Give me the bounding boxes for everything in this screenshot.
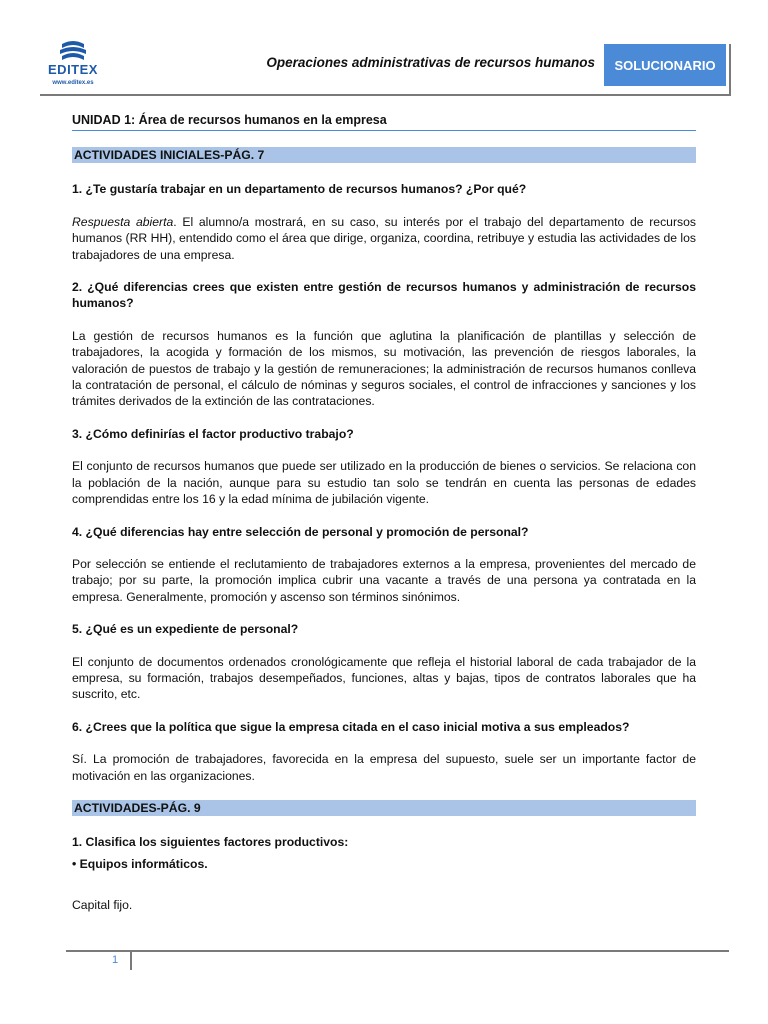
unit-title: UNIDAD 1: Área de recursos humanos en la empresa — [72, 112, 696, 131]
answer-1-lead: Respuesta abierta — [72, 214, 174, 229]
question-4: 4. ¿Qué diferencias hay entre selección de personal y promoción de personal? — [72, 524, 529, 539]
page-content — [72, 112, 696, 929]
section-heading-pag9: ACTIVIDADES-PÁG. 9 — [72, 800, 696, 816]
document-title: Operaciones administrativas de recursos humanos — [266, 55, 595, 70]
section-heading-iniciales: ACTIVIDADES INICIALES-PÁG. 7 — [72, 147, 696, 163]
question-classify: 1. Clasifica los siguientes factores productivos: — [72, 834, 349, 849]
editex-logo-icon — [38, 40, 108, 64]
logo-url: www.editex.es — [52, 80, 94, 86]
bullet-item: • Equipos informáticos. — [72, 857, 208, 872]
question-5: 5. ¿Qué es un expediente de personal? — [72, 622, 299, 637]
answer-3: El conjunto de recursos humanos que puede ser utilizado en la producción de bienes o servicios. Se relaciona con la población de la nación, aunque para su estudio tan solo se tendrán en cuenta las personas de edades comprendidas entre los 16 y la edad mínima de jubilación vigente. — [72, 459, 696, 507]
answer-5: El conjunto de documentos ordenados cronológicamente que refleja el historial laboral de cada trabajador de la empresa, su formación, trabajos desempeñados, funciones, altas y bajas, tipos de contratos laborales que ha suscrito, etc. — [72, 654, 696, 702]
editex-logo — [38, 40, 108, 92]
question-3: 3. ¿Cómo definirías el factor productivo trabajo? — [72, 426, 354, 441]
footer-divider-tick — [130, 952, 132, 970]
question-1: 1. ¿Te gustaría trabajar en un departamento de recursos humanos? ¿Por qué? — [72, 182, 527, 197]
header-divider — [40, 94, 731, 96]
answer-classify: Capital fijo. — [72, 897, 133, 912]
answer-1-text: . El alumno/a mostrará, en su caso, su interés por el trabajo del departamento de recursos humanos (RR HH), entendido como el área que dirige, organiza, coordina, retribuye y estudia las actividades de los trabajadores de una empresa. — [72, 214, 696, 262]
question-6: 6. ¿Crees que la política que sigue la empresa citada en el caso inicial motiva a sus empleados? — [72, 719, 630, 734]
answer-4: Por selección se entiende el reclutamiento de trabajadores externos a la empresa, provenientes del mercado de trabajo; por su parte, la promoción implica cubrir una vacante a través de una persona ya contratada en la empresa. Generalmente, promoción y ascenso son términos sinónimos. — [72, 556, 696, 604]
answer-6: Sí. La promoción de trabajadores, favorecida en la empresa del supuesto, suele ser un importante factor de motivación en las organizaciones. — [72, 752, 696, 783]
answer-1 — [72, 214, 696, 263]
header-divider-vertical — [729, 44, 731, 96]
page-number: 1 — [112, 954, 119, 966]
footer-divider — [66, 950, 729, 952]
answer-2: La gestión de recursos humanos es la función que aglutina la planificación de plantillas y selección de trabajadores, la acogida y formación de los mismos, su motivación, las prevención de riesgos laborales, la valoración de puestos de trabajo y la gestión de remuneraciones; la administración de recursos humanos conlleva la contratación de personal, el cálculo de nóminas y seguros sociales, el control de infracciones y sanciones y los trámites derivados de la extinción de las contrataciones. — [72, 328, 696, 409]
logo-wordmark: EDITEX — [48, 62, 98, 77]
solucionario-badge: SOLUCIONARIO — [604, 44, 726, 86]
question-2: 2. ¿Qué diferencias crees que existen entre gestión de recursos humanos y administración de recursos humanos? — [72, 280, 696, 311]
